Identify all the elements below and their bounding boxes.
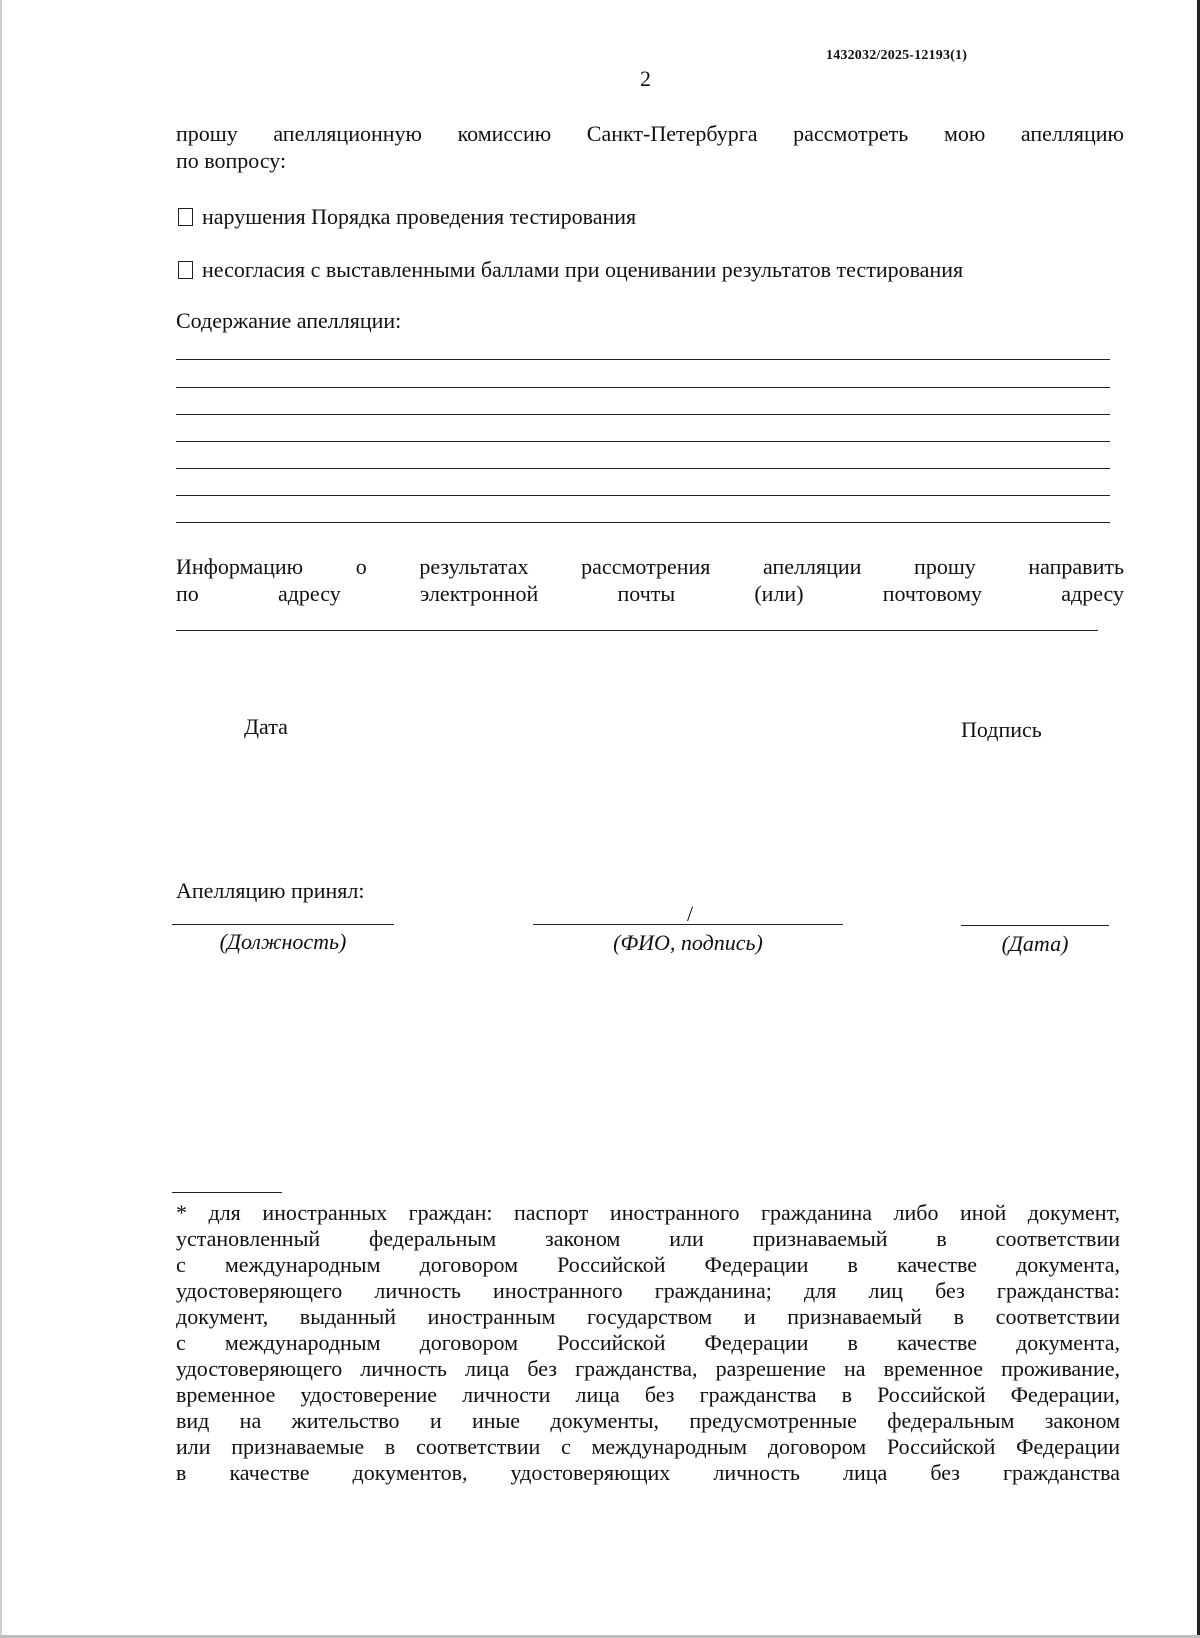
name-signature-caption: (ФИО, подпись) [613,930,763,955]
info-line-2: по адресу электронной почты (или) почтовому адресу [176,581,1124,606]
info-paragraph [176,553,1124,607]
footnote-line: с международным договором Российской Федерации в качестве документа, [176,1252,1120,1277]
name-signature-separator: / [687,901,694,926]
address-line[interactable] [176,630,1098,631]
appeal-content-line-5[interactable] [176,468,1110,469]
appeal-content-label: Содержание апелляции: [176,308,402,333]
appeal-content-line-3[interactable] [176,414,1110,415]
appeal-content-line-7[interactable] [176,522,1110,523]
footnote-line: удостоверяющего личность иностранного гражданина; для лиц без гражданства: [176,1278,1120,1303]
intro-paragraph [176,120,1124,174]
option-score-disagreement-label: несогласия с выставленными баллами при оценивании результатов тестирования [202,257,964,282]
footnote-line: временное удостоверение личности лица без гражданства в Российской Федерации, [176,1382,1120,1407]
position-line[interactable] [172,924,394,925]
accepted-by-label: Апелляцию принял: [176,878,365,903]
date-line[interactable] [961,925,1109,926]
intro-line-2: по вопросу: [176,148,287,173]
footnote-line: с международным договором Российской Федерации в качестве документа, [176,1330,1120,1355]
page-number: 2 [640,66,651,91]
appeal-content-line-2[interactable] [176,387,1110,388]
appeal-content-line-4[interactable] [176,441,1110,442]
footnote-line: удостоверяющего личность лица без гражданства, разрешение на временное проживание, [176,1356,1120,1381]
footnote-line: или признаваемые в соответствии с международным договором Российской Федерации [176,1434,1120,1459]
footnote-line: в качестве документов, удостоверяющих личность лица без гражданства [176,1460,1120,1485]
appeal-content-line-1[interactable] [176,359,1110,360]
footnote-line: установленный федеральным законом или признаваемый в соответствии [176,1226,1120,1251]
footnote [176,1200,1120,1486]
intro-line-1: прошу апелляционную комиссию Санкт-Петербурга рассмотреть мою апелляцию [176,121,1124,146]
option-score-disagreement[interactable] [178,256,963,283]
scan-edge-left [0,0,2,1638]
signature-label: Подпись [961,717,1042,742]
document-number: 1432032/2025-12193(1) [826,48,968,63]
footnote-line: * для иностранных граждан: паспорт иностранного гражданина либо иной документ, [176,1200,1120,1225]
footnote-separator [172,1192,282,1193]
date-caption: (Дата) [1001,931,1069,956]
position-caption: (Должность) [219,929,347,954]
appeal-content-line-6[interactable] [176,495,1110,496]
footnote-line: документ, выданный иностранным государством и признаваемый в соответствии [176,1304,1120,1329]
checkbox-score-disagreement[interactable] [178,261,193,279]
date-label: Дата [244,714,288,739]
option-procedure-violation[interactable] [178,203,636,230]
option-procedure-violation-label: нарушения Порядка проведения тестирования [202,204,637,229]
checkbox-procedure-violation[interactable] [178,208,193,226]
info-line-1: Информацию о результатах рассмотрения апелляции прошу направить [176,554,1124,579]
footnote-line: вид на жительство и иные документы, предусмотренные федеральным законом [176,1408,1120,1433]
